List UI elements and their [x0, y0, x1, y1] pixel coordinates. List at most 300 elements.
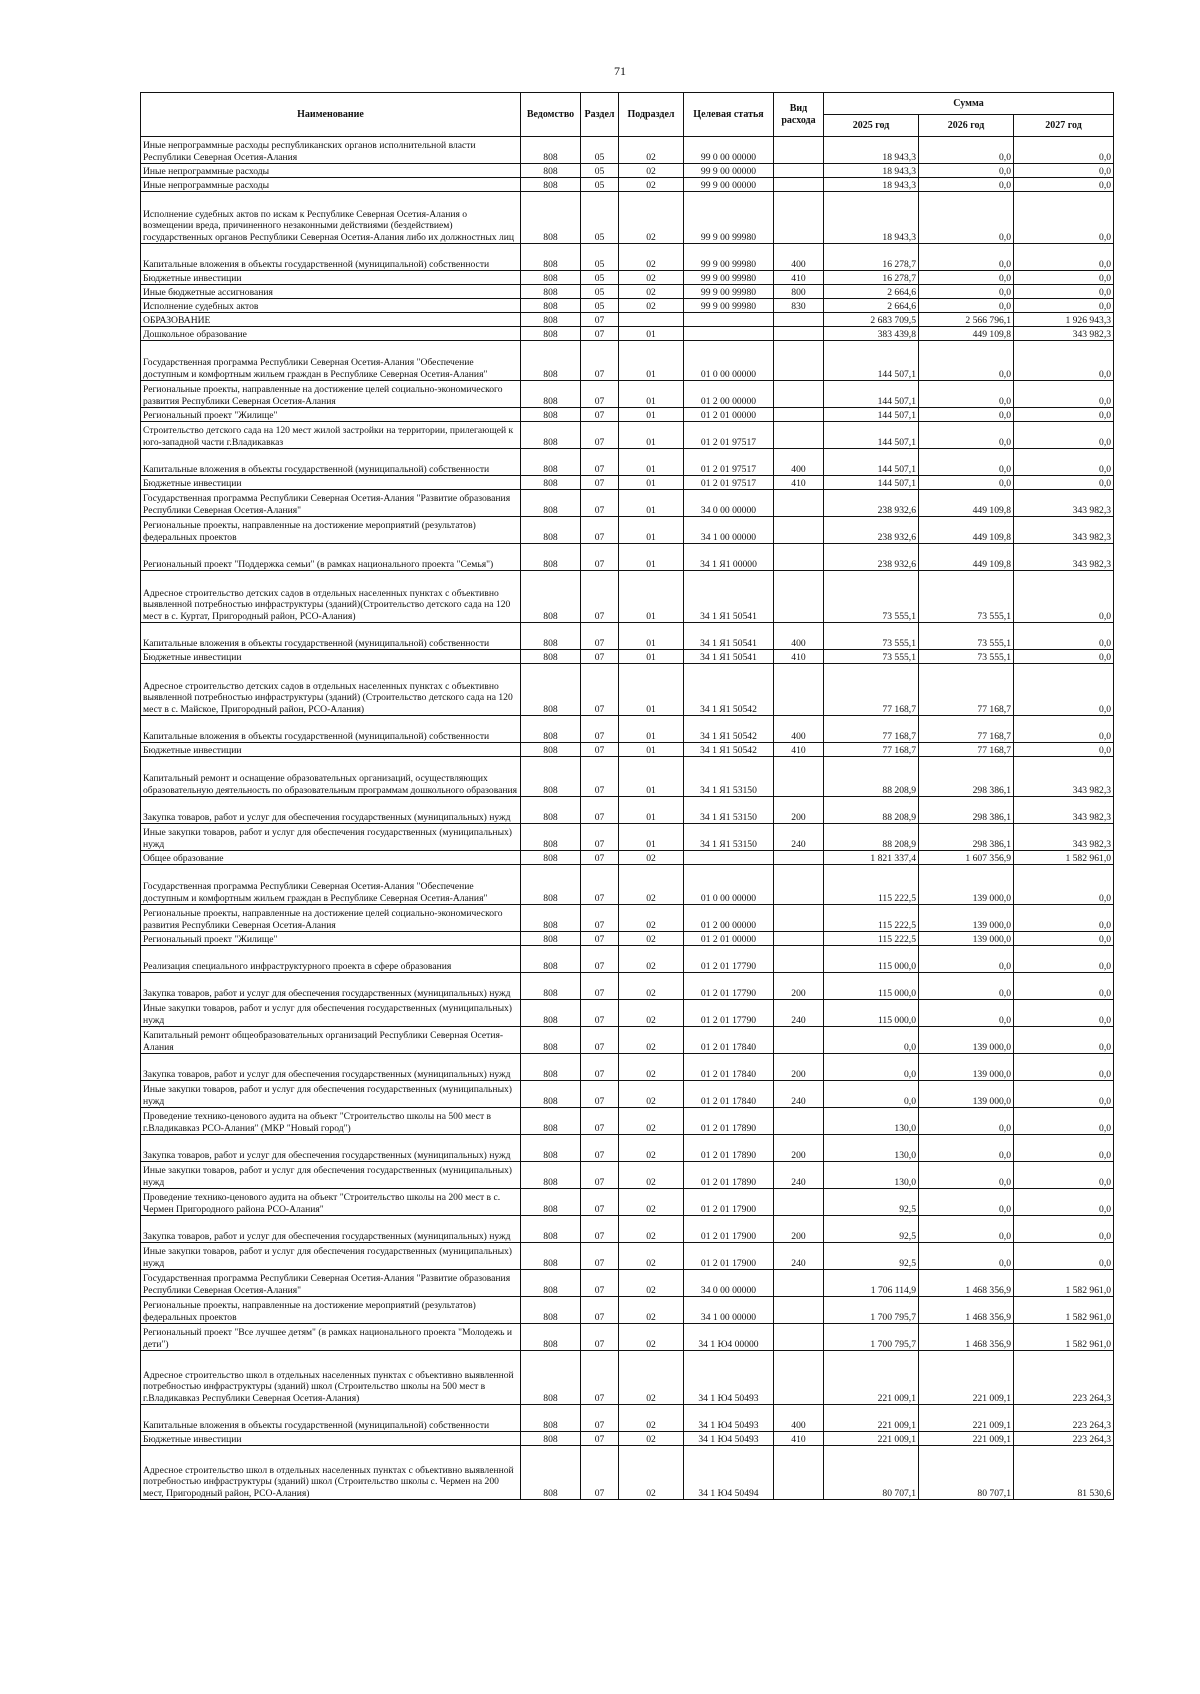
row-section: 07: [581, 905, 619, 932]
row-sum-2025: 92,5: [824, 1189, 919, 1216]
row-department: 808: [521, 1135, 581, 1162]
row-department: 808: [521, 271, 581, 285]
row-department: 808: [521, 408, 581, 422]
row-name: Адресное строительство школ в отдельных населенных пунктах с объективно выявленной потребностью инфраструктуры (зданий) школ (Строительство школы с. Чермен на 200 мест, Пригородный район, РСО-Алания): [141, 1446, 521, 1500]
row-sum-2026: 1 468 356,9: [919, 1297, 1014, 1324]
row-sum-2027: 0,0: [1014, 341, 1114, 381]
header-department: Ведомство: [521, 93, 581, 137]
row-section: 07: [581, 1189, 619, 1216]
row-expense-type: [774, 178, 824, 192]
row-sum-2025: 18 943,3: [824, 164, 919, 178]
row-section: 07: [581, 797, 619, 824]
table-row: [141, 571, 1114, 623]
row-department: 808: [521, 623, 581, 650]
row-sum-2026: 0,0: [919, 381, 1014, 408]
row-section: 05: [581, 271, 619, 285]
row-name: Общее образование: [141, 851, 521, 865]
row-sum-2026: 0,0: [919, 1000, 1014, 1027]
row-name: Закупка товаров, работ и услуг для обеспечения государственных (муниципальных) нужд: [141, 797, 521, 824]
header-year-2025: 2025 год: [824, 115, 919, 137]
row-department: 808: [521, 1027, 581, 1054]
row-sum-2027: 0,0: [1014, 1243, 1114, 1270]
row-name: Исполнение судебных актов: [141, 299, 521, 313]
row-sum-2027: 0,0: [1014, 623, 1114, 650]
row-sum-2026: 298 386,1: [919, 797, 1014, 824]
row-expense-type: [774, 490, 824, 517]
row-department: 808: [521, 285, 581, 299]
row-sum-2027: 343 982,3: [1014, 757, 1114, 797]
row-target-article: 01 2 01 17790: [684, 946, 774, 973]
row-department: 808: [521, 1351, 581, 1405]
row-sum-2025: 73 555,1: [824, 650, 919, 664]
row-target-article: 34 1 Ю4 50493: [684, 1351, 774, 1405]
table-row: [141, 797, 1114, 824]
header-name: Наименование: [141, 93, 521, 137]
row-subsection: 01: [619, 824, 684, 851]
row-section: 05: [581, 137, 619, 164]
row-department: 808: [521, 1108, 581, 1135]
row-section: 07: [581, 1351, 619, 1405]
row-target-article: 01 2 01 17900: [684, 1189, 774, 1216]
row-target-article: 34 1 Я1 50542: [684, 664, 774, 716]
row-target-article: 34 1 Ю4 00000: [684, 1324, 774, 1351]
row-sum-2027: 0,0: [1014, 271, 1114, 285]
row-sum-2025: 73 555,1: [824, 623, 919, 650]
row-section: 07: [581, 1243, 619, 1270]
row-subsection: 01: [619, 743, 684, 757]
row-expense-type: [774, 192, 824, 244]
row-sum-2025: 115 000,0: [824, 1000, 919, 1027]
row-section: 07: [581, 1432, 619, 1446]
row-target-article: 34 1 Я1 50541: [684, 571, 774, 623]
row-sum-2026: 139 000,0: [919, 1081, 1014, 1108]
row-sum-2025: 2 664,6: [824, 285, 919, 299]
row-name: Иные закупки товаров, работ и услуг для обеспечения государственных (муниципальных) нужд: [141, 824, 521, 851]
row-sum-2026: 449 109,8: [919, 490, 1014, 517]
row-department: 808: [521, 137, 581, 164]
row-sum-2027: 1 582 961,0: [1014, 851, 1114, 865]
row-department: 808: [521, 743, 581, 757]
row-expense-type: [774, 1297, 824, 1324]
table-row: [141, 341, 1114, 381]
row-sum-2025: 238 932,6: [824, 544, 919, 571]
row-sum-2027: 343 982,3: [1014, 490, 1114, 517]
row-sum-2025: 88 208,9: [824, 757, 919, 797]
row-sum-2027: 0,0: [1014, 1162, 1114, 1189]
row-name: Бюджетные инвестиции: [141, 743, 521, 757]
row-subsection: 02: [619, 1432, 684, 1446]
row-expense-type: 400: [774, 623, 824, 650]
header-target-article: Целевая статья: [684, 93, 774, 137]
table-row: [141, 1216, 1114, 1243]
row-subsection: 01: [619, 716, 684, 743]
row-expense-type: [774, 757, 824, 797]
row-section: 07: [581, 1446, 619, 1500]
row-target-article: 01 2 01 17900: [684, 1216, 774, 1243]
row-sum-2025: 115 222,5: [824, 932, 919, 946]
row-sum-2025: 80 707,1: [824, 1446, 919, 1500]
row-sum-2025: 2 683 709,5: [824, 313, 919, 327]
row-target-article: 01 2 00 00000: [684, 905, 774, 932]
row-department: 808: [521, 1162, 581, 1189]
row-sum-2027: 343 982,3: [1014, 544, 1114, 571]
row-section: 07: [581, 716, 619, 743]
row-subsection: 01: [619, 341, 684, 381]
row-sum-2025: 16 278,7: [824, 244, 919, 271]
row-sum-2026: 0,0: [919, 137, 1014, 164]
row-department: 808: [521, 449, 581, 476]
row-name: Региональные проекты, направленные на достижение мероприятий (результатов) федеральных проектов: [141, 517, 521, 544]
row-sum-2026: 0,0: [919, 164, 1014, 178]
row-subsection: 02: [619, 192, 684, 244]
row-expense-type: [774, 544, 824, 571]
row-target-article: 34 1 Ю4 50494: [684, 1446, 774, 1500]
row-section: 07: [581, 571, 619, 623]
table-row: [141, 244, 1114, 271]
row-expense-type: 240: [774, 1000, 824, 1027]
row-expense-type: [774, 381, 824, 408]
row-expense-type: 400: [774, 716, 824, 743]
table-row: [141, 1189, 1114, 1216]
row-target-article: 01 2 00 00000: [684, 381, 774, 408]
row-sum-2026: 0,0: [919, 1189, 1014, 1216]
row-subsection: 01: [619, 476, 684, 490]
row-target-article: 01 2 01 17840: [684, 1054, 774, 1081]
row-sum-2025: 0,0: [824, 1027, 919, 1054]
table-row: [141, 1243, 1114, 1270]
table-row: [141, 824, 1114, 851]
row-department: 808: [521, 905, 581, 932]
row-target-article: [684, 327, 774, 341]
row-sum-2027: 0,0: [1014, 449, 1114, 476]
row-section: 05: [581, 178, 619, 192]
table-row: [141, 1405, 1114, 1432]
row-name: Региональный проект "Жилище": [141, 932, 521, 946]
row-sum-2027: 0,0: [1014, 164, 1114, 178]
row-name: Проведение технико-ценового аудита на объект "Строительство школы на 500 мест в г.Владикавказ РСО-Алания" (МКР "Новый город"): [141, 1108, 521, 1135]
row-expense-type: [774, 865, 824, 905]
row-name: Адресное строительство школ в отдельных населенных пунктах с объективно выявленной потребностью инфраструктуры (зданий) школ (Строительство школы на 500 мест в г.Владикавказ Республики Северная Осетия-Алания): [141, 1351, 521, 1405]
row-target-article: 01 2 01 00000: [684, 932, 774, 946]
row-section: 07: [581, 865, 619, 905]
row-sum-2026: 0,0: [919, 973, 1014, 1000]
row-expense-type: 410: [774, 271, 824, 285]
row-expense-type: 400: [774, 244, 824, 271]
row-expense-type: 410: [774, 1432, 824, 1446]
row-subsection: 02: [619, 1270, 684, 1297]
row-sum-2025: 73 555,1: [824, 571, 919, 623]
row-name: Строительство детского сада на 120 мест жилой застройки на территории, прилегающей к юго-западной части г.Владикавказ: [141, 422, 521, 449]
row-department: 808: [521, 178, 581, 192]
row-sum-2026: 0,0: [919, 408, 1014, 422]
row-subsection: 01: [619, 650, 684, 664]
row-section: 07: [581, 623, 619, 650]
row-sum-2026: 449 109,8: [919, 544, 1014, 571]
row-sum-2026: 0,0: [919, 1135, 1014, 1162]
row-expense-type: 200: [774, 1135, 824, 1162]
row-sum-2027: 1 582 961,0: [1014, 1324, 1114, 1351]
row-target-article: 99 9 00 99980: [684, 299, 774, 313]
row-subsection: 01: [619, 797, 684, 824]
row-expense-type: [774, 851, 824, 865]
row-section: 07: [581, 824, 619, 851]
row-name: Иные закупки товаров, работ и услуг для обеспечения государственных (муниципальных) нужд: [141, 1000, 521, 1027]
table-row: [141, 408, 1114, 422]
row-subsection: 02: [619, 851, 684, 865]
row-expense-type: 410: [774, 476, 824, 490]
row-expense-type: [774, 932, 824, 946]
row-expense-type: [774, 1027, 824, 1054]
row-target-article: 01 2 01 17900: [684, 1243, 774, 1270]
row-name: Региональные проекты, направленные на достижение целей социально-экономического развития Республики Северная Осетия-Алания: [141, 381, 521, 408]
row-sum-2025: 18 943,3: [824, 178, 919, 192]
row-sum-2025: 115 000,0: [824, 946, 919, 973]
row-sum-2027: 0,0: [1014, 932, 1114, 946]
row-target-article: 34 1 Я1 50542: [684, 743, 774, 757]
row-section: 05: [581, 164, 619, 178]
row-sum-2025: 130,0: [824, 1135, 919, 1162]
row-subsection: 02: [619, 1297, 684, 1324]
row-expense-type: [774, 408, 824, 422]
row-subsection: 01: [619, 544, 684, 571]
row-expense-type: [774, 327, 824, 341]
row-section: 07: [581, 1405, 619, 1432]
row-sum-2026: 0,0: [919, 1162, 1014, 1189]
row-sum-2026: 0,0: [919, 244, 1014, 271]
row-name: ОБРАЗОВАНИЕ: [141, 313, 521, 327]
row-target-article: 34 0 00 00000: [684, 490, 774, 517]
row-subsection: 01: [619, 449, 684, 476]
table-row: [141, 851, 1114, 865]
row-department: 808: [521, 1000, 581, 1027]
row-sum-2027: 0,0: [1014, 1027, 1114, 1054]
row-sum-2027: 0,0: [1014, 650, 1114, 664]
row-sum-2026: 298 386,1: [919, 824, 1014, 851]
row-expense-type: 400: [774, 449, 824, 476]
header-sum: Сумма: [824, 93, 1114, 115]
row-expense-type: [774, 1108, 824, 1135]
row-sum-2026: 139 000,0: [919, 905, 1014, 932]
row-section: 07: [581, 490, 619, 517]
row-target-article: 01 2 01 97517: [684, 422, 774, 449]
header-subsection: Подраздел: [619, 93, 684, 137]
row-section: 07: [581, 1216, 619, 1243]
row-subsection: 01: [619, 517, 684, 544]
row-sum-2026: 1 607 356,9: [919, 851, 1014, 865]
row-sum-2025: 88 208,9: [824, 824, 919, 851]
row-target-article: 34 1 Я1 53150: [684, 824, 774, 851]
row-subsection: 02: [619, 905, 684, 932]
row-sum-2025: 130,0: [824, 1162, 919, 1189]
row-sum-2026: 0,0: [919, 449, 1014, 476]
row-subsection: 02: [619, 1351, 684, 1405]
row-department: 808: [521, 1405, 581, 1432]
row-department: 808: [521, 571, 581, 623]
row-subsection: 02: [619, 1243, 684, 1270]
row-name: Закупка товаров, работ и услуг для обеспечения государственных (муниципальных) нужд: [141, 973, 521, 1000]
row-section: 07: [581, 946, 619, 973]
row-subsection: 02: [619, 1189, 684, 1216]
row-name: Региональный проект "Все лучшее детям" (в рамках национального проекта "Молодежь и дети"): [141, 1324, 521, 1351]
row-name: Дошкольное образование: [141, 327, 521, 341]
row-expense-type: [774, 341, 824, 381]
row-sum-2026: 77 168,7: [919, 743, 1014, 757]
table-row: [141, 1027, 1114, 1054]
row-expense-type: [774, 664, 824, 716]
row-department: 808: [521, 716, 581, 743]
table-row: [141, 743, 1114, 757]
row-expense-type: [774, 1446, 824, 1500]
table-header: [141, 93, 1114, 137]
row-department: 808: [521, 757, 581, 797]
row-name: Бюджетные инвестиции: [141, 650, 521, 664]
row-section: 07: [581, 1270, 619, 1297]
row-subsection: 02: [619, 1216, 684, 1243]
row-sum-2025: 1 821 337,4: [824, 851, 919, 865]
table-row: [141, 905, 1114, 932]
table-row: [141, 476, 1114, 490]
row-department: 808: [521, 244, 581, 271]
row-target-article: 01 2 01 17840: [684, 1027, 774, 1054]
row-subsection: 02: [619, 1081, 684, 1108]
row-name: Иные закупки товаров, работ и услуг для обеспечения государственных (муниципальных) нужд: [141, 1162, 521, 1189]
row-sum-2025: 92,5: [824, 1243, 919, 1270]
row-sum-2027: 0,0: [1014, 381, 1114, 408]
row-name: Капитальный ремонт общеобразовательных организаций Республики Северная Осетия-Алания: [141, 1027, 521, 1054]
row-expense-type: 200: [774, 1216, 824, 1243]
row-department: 808: [521, 797, 581, 824]
row-department: 808: [521, 865, 581, 905]
header-section: Раздел: [581, 93, 619, 137]
row-section: 07: [581, 381, 619, 408]
row-expense-type: 800: [774, 285, 824, 299]
table-row: [141, 1446, 1114, 1500]
row-sum-2025: 115 000,0: [824, 973, 919, 1000]
table-row: [141, 1108, 1114, 1135]
row-department: 808: [521, 1054, 581, 1081]
row-section: 07: [581, 851, 619, 865]
row-sum-2027: 0,0: [1014, 905, 1114, 932]
table-row: [141, 757, 1114, 797]
row-section: 07: [581, 1162, 619, 1189]
table-row: [141, 1432, 1114, 1446]
row-section: 05: [581, 192, 619, 244]
row-expense-type: 410: [774, 650, 824, 664]
row-section: 07: [581, 1027, 619, 1054]
row-department: 808: [521, 381, 581, 408]
row-target-article: 01 2 01 97517: [684, 476, 774, 490]
row-name: Иные закупки товаров, работ и услуг для обеспечения государственных (муниципальных) нужд: [141, 1081, 521, 1108]
row-expense-type: 240: [774, 1243, 824, 1270]
row-sum-2025: 144 507,1: [824, 449, 919, 476]
table-row: [141, 1000, 1114, 1027]
table-row: [141, 650, 1114, 664]
row-name: Региональные проекты, направленные на достижение мероприятий (результатов) федеральных проектов: [141, 1297, 521, 1324]
row-name: Капитальные вложения в объекты государственной (муниципальной) собственности: [141, 1405, 521, 1432]
row-sum-2026: 0,0: [919, 299, 1014, 313]
row-subsection: 02: [619, 137, 684, 164]
row-name: Государственная программа Республики Северная Осетия-Алания "Обеспечение доступным и комфортным жильем граждан в Республике Северная Осетия-Алания": [141, 865, 521, 905]
row-section: 07: [581, 973, 619, 1000]
row-name: Закупка товаров, работ и услуг для обеспечения государственных (муниципальных) нужд: [141, 1216, 521, 1243]
row-sum-2026: 0,0: [919, 1243, 1014, 1270]
table-row: [141, 1297, 1114, 1324]
row-subsection: 02: [619, 1405, 684, 1432]
row-target-article: 99 9 00 00000: [684, 164, 774, 178]
row-section: 07: [581, 544, 619, 571]
row-name: Государственная программа Республики Северная Осетия-Алания "Обеспечение доступным и комфортным жильем граждан в Республике Северная Осетия-Алания": [141, 341, 521, 381]
row-section: 07: [581, 313, 619, 327]
row-subsection: 02: [619, 1108, 684, 1135]
row-expense-type: 830: [774, 299, 824, 313]
row-target-article: 34 1 00 00000: [684, 1297, 774, 1324]
row-name: Исполнение судебных актов по искам к Республике Северная Осетия-Алания о возмещении вреда, причиненного незаконными действиями (бездействием) государственных органов Республики Северная Осетия-Алания либо их должностных лиц: [141, 192, 521, 244]
row-department: 808: [521, 664, 581, 716]
row-expense-type: 240: [774, 824, 824, 851]
row-subsection: 02: [619, 973, 684, 1000]
row-subsection: 02: [619, 244, 684, 271]
table-row: [141, 865, 1114, 905]
row-sum-2025: 18 943,3: [824, 192, 919, 244]
row-department: 808: [521, 932, 581, 946]
row-expense-type: 200: [774, 797, 824, 824]
row-section: 07: [581, 1135, 619, 1162]
table-row: [141, 1324, 1114, 1351]
row-target-article: 01 0 00 00000: [684, 865, 774, 905]
table-row: [141, 716, 1114, 743]
row-sum-2026: 0,0: [919, 1216, 1014, 1243]
row-expense-type: [774, 137, 824, 164]
table-row: [141, 299, 1114, 313]
row-sum-2026: 221 009,1: [919, 1405, 1014, 1432]
row-sum-2027: 1 926 943,3: [1014, 313, 1114, 327]
row-target-article: 34 1 Ю4 50493: [684, 1405, 774, 1432]
row-department: 808: [521, 851, 581, 865]
row-name: Проведение технико-ценового аудита на объект "Строительство школы на 200 мест в с. Чермен Пригородного района РСО-Алания": [141, 1189, 521, 1216]
row-sum-2025: 144 507,1: [824, 381, 919, 408]
row-target-article: 99 9 00 99980: [684, 271, 774, 285]
row-name: Капитальные вложения в объекты государственной (муниципальной) собственности: [141, 449, 521, 476]
row-sum-2027: 0,0: [1014, 422, 1114, 449]
row-name: Закупка товаров, работ и услуг для обеспечения государственных (муниципальных) нужд: [141, 1054, 521, 1081]
row-expense-type: 240: [774, 1162, 824, 1189]
row-sum-2027: 0,0: [1014, 1000, 1114, 1027]
row-sum-2027: 0,0: [1014, 716, 1114, 743]
header-year-2026: 2026 год: [919, 115, 1014, 137]
row-sum-2027: 0,0: [1014, 1054, 1114, 1081]
row-name: Региональный проект "Жилище": [141, 408, 521, 422]
row-name: Региональные проекты, направленные на достижение целей социально-экономического развития Республики Северная Осетия-Алания: [141, 905, 521, 932]
row-name: Иные непрограммные расходы: [141, 164, 521, 178]
row-sum-2027: 0,0: [1014, 137, 1114, 164]
row-sum-2025: 1 700 795,7: [824, 1297, 919, 1324]
row-name: Государственная программа Республики Северная Осетия-Алания "Развитие образования Республики Северная Осетия-Алания": [141, 1270, 521, 1297]
row-sum-2027: 0,0: [1014, 1189, 1114, 1216]
row-sum-2027: 0,0: [1014, 571, 1114, 623]
row-sum-2026: 221 009,1: [919, 1351, 1014, 1405]
row-name: Бюджетные инвестиции: [141, 476, 521, 490]
row-department: 808: [521, 544, 581, 571]
row-sum-2027: 223 264,3: [1014, 1405, 1114, 1432]
row-target-article: 34 1 Я1 50542: [684, 716, 774, 743]
row-sum-2025: 16 278,7: [824, 271, 919, 285]
row-section: 07: [581, 1054, 619, 1081]
row-target-article: 34 1 Я1 53150: [684, 797, 774, 824]
row-sum-2026: 77 168,7: [919, 664, 1014, 716]
row-section: 07: [581, 650, 619, 664]
row-expense-type: 400: [774, 1405, 824, 1432]
row-target-article: 34 1 00 00000: [684, 517, 774, 544]
